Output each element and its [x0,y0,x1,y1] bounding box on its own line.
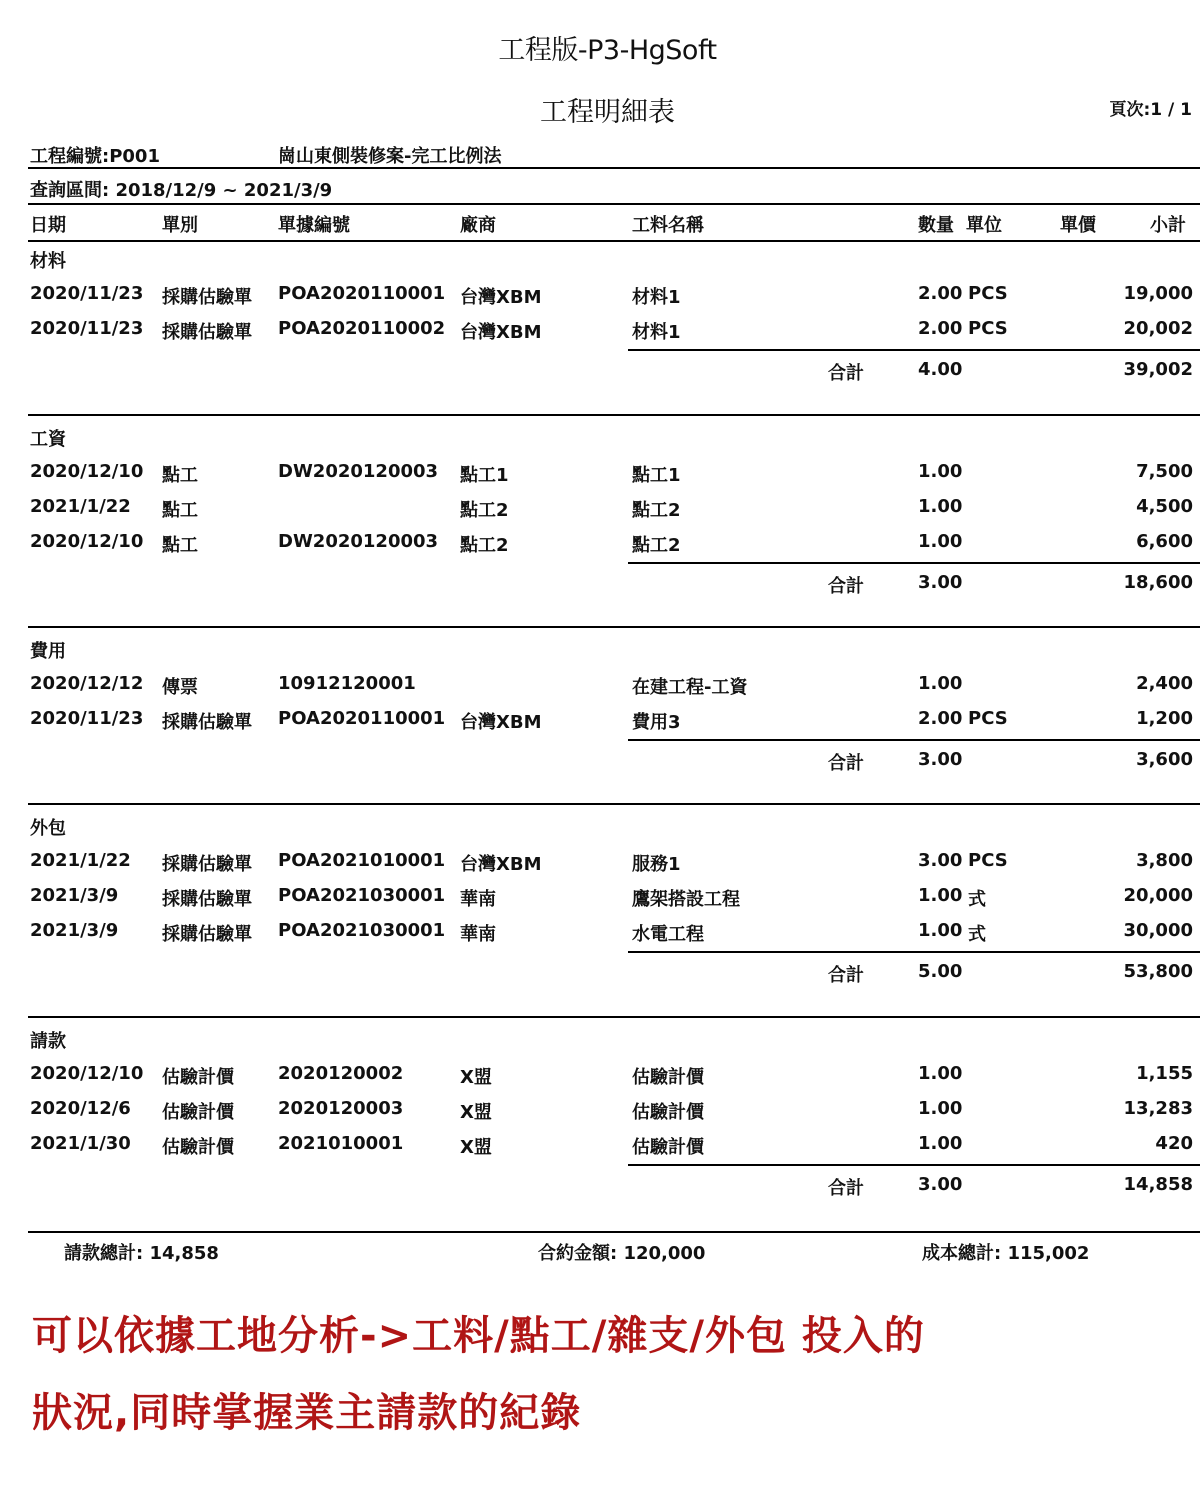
report-title: 工程版-P3-HgSoft [498,35,717,66]
cell-subtotal: 1,155 [1136,1063,1193,1084]
cell-date: 2021/3/9 [30,885,119,906]
cell-doc-no: POA2020110001 [278,708,446,729]
cell-type: 採購估驗單 [162,924,252,945]
cell-doc-no: DW2020120003 [278,461,439,482]
cell-qty: 1.00 [918,885,963,906]
section-divider [28,626,1200,628]
cell-vendor: 台灣XBM [460,854,542,875]
cell-subtotal: 19,000 [1123,283,1193,304]
cell-qty: 2.00 [918,708,963,729]
cell-subtotal: 420 [1155,1133,1193,1154]
cell-item: 材料1 [632,287,681,308]
page-number: 頁次:1 / 1 [1109,100,1192,120]
subtotal-divider [628,739,1200,741]
cell-doc-no: POA2021010001 [278,850,446,871]
cell-type: 採購估驗單 [162,287,252,308]
cell-subtotal: 7,500 [1136,461,1193,482]
cell-qty: 1.00 [918,496,963,517]
cell-unit: PCS [968,318,1008,339]
contract-amount: 合約金額: 120,000 [538,1243,706,1264]
cell-type: 採購估驗單 [162,712,252,733]
cell-doc-no: 2021010001 [278,1133,404,1154]
section-title: 外包 [30,818,66,839]
col-type: 單別 [162,215,198,236]
note-line-2: 狀況,同時掌握業主請款的紀錄 [32,1390,582,1436]
section-title: 請款 [30,1031,66,1052]
col-date: 日期 [30,215,66,236]
col-doc-no: 單據編號 [278,215,350,236]
cell-type: 點工 [162,465,198,486]
cell-item: 點工1 [632,465,681,486]
cell-subtotal: 1,200 [1136,708,1193,729]
subtotal-divider [628,562,1200,564]
cell-item: 水電工程 [632,924,704,945]
total-qty: 3.00 [918,572,963,593]
total-amount: 14,858 [1123,1174,1193,1195]
total-qty: 4.00 [918,359,963,380]
cell-subtotal: 6,600 [1136,531,1193,552]
cell-type: 估驗計價 [162,1102,234,1123]
cell-item: 估驗計價 [632,1102,704,1123]
total-amount: 53,800 [1123,961,1193,982]
cell-doc-no: POA2020110001 [278,283,446,304]
cell-qty: 2.00 [918,283,963,304]
section-divider [28,414,1200,416]
note-line-1: 可以依據工地分析->工料/點工/雜支/外包 投入的 [32,1313,925,1359]
cell-date: 2020/11/23 [30,318,144,339]
query-range: 查詢區間: 2018/12/9 ~ 2021/3/9 [30,180,333,201]
total-label: 合計 [828,363,864,384]
cell-unit: PCS [968,283,1008,304]
cell-type: 估驗計價 [162,1137,234,1158]
cell-qty: 1.00 [918,673,963,694]
total-amount: 39,002 [1123,359,1193,380]
cell-item: 點工2 [632,535,681,556]
cell-item: 材料1 [632,322,681,343]
cell-qty: 1.00 [918,1098,963,1119]
cell-vendor: 華南 [460,889,496,910]
cell-date: 2020/12/10 [30,461,144,482]
cell-vendor: 台灣XBM [460,712,542,733]
cell-type: 採購估驗單 [162,854,252,875]
cell-doc-no: 2020120003 [278,1098,404,1119]
cell-subtotal: 13,283 [1123,1098,1193,1119]
cell-doc-no: POA2020110002 [278,318,446,339]
project-number: 工程編號:P001 [30,146,160,167]
section-divider [28,803,1200,805]
cell-item: 費用3 [632,712,681,733]
cell-subtotal: 3,800 [1136,850,1193,871]
cell-qty: 1.00 [918,531,963,552]
cell-vendor: 點工1 [460,465,509,486]
divider [28,240,1200,242]
cell-qty: 1.00 [918,1063,963,1084]
cell-unit: 式 [968,889,986,910]
cell-type: 點工 [162,535,198,556]
cell-doc-no: DW2020120003 [278,531,439,552]
cell-subtotal: 4,500 [1136,496,1193,517]
cell-date: 2020/11/23 [30,708,144,729]
total-amount: 3,600 [1136,749,1193,770]
subtotal-divider [628,951,1200,953]
total-label: 合計 [828,965,864,986]
cell-qty: 1.00 [918,461,963,482]
total-label: 合計 [828,576,864,597]
subtotal-divider [628,349,1200,351]
cell-vendor: 華南 [460,924,496,945]
cost-total: 成本總計: 115,002 [922,1243,1090,1264]
cell-unit: PCS [968,708,1008,729]
cell-type: 採購估驗單 [162,889,252,910]
cell-qty: 3.00 [918,850,963,871]
cell-qty: 1.00 [918,920,963,941]
cell-doc-no: 10912120001 [278,673,416,694]
cell-item: 服務1 [632,854,681,875]
cell-type: 點工 [162,500,198,521]
cell-qty: 1.00 [918,1133,963,1154]
cell-vendor: 點工2 [460,535,509,556]
cell-type: 傳票 [162,677,198,698]
cell-item: 點工2 [632,500,681,521]
total-amount: 18,600 [1123,572,1193,593]
cell-subtotal: 20,000 [1123,885,1193,906]
cell-item: 在建工程-工資 [632,677,748,698]
cell-date: 2021/1/22 [30,850,131,871]
total-label: 合計 [828,1178,864,1199]
cell-item: 估驗計價 [632,1067,704,1088]
cell-vendor: X盟 [460,1102,492,1123]
cell-item: 鷹架搭設工程 [632,889,740,910]
cell-subtotal: 30,000 [1123,920,1193,941]
divider [28,167,1200,169]
total-qty: 3.00 [918,749,963,770]
subtotal-divider [628,1164,1200,1166]
cell-type: 採購估驗單 [162,322,252,343]
cell-doc-no: 2020120002 [278,1063,404,1084]
cell-date: 2020/12/6 [30,1098,131,1119]
cell-date: 2020/12/10 [30,1063,144,1084]
section-title: 費用 [30,641,66,662]
cell-vendor: 點工2 [460,500,509,521]
cell-item: 估驗計價 [632,1137,704,1158]
cell-unit: PCS [968,850,1008,871]
cell-subtotal: 2,400 [1136,673,1193,694]
cell-date: 2021/3/9 [30,920,119,941]
divider [28,1231,1200,1233]
cell-date: 2021/1/22 [30,496,131,517]
col-price: 單價 [1060,215,1096,236]
project-name: 崗山東側裝修案-完工比例法 [278,146,502,167]
divider [28,203,1200,205]
col-vendor: 廠商 [460,215,496,236]
col-qty: 數量 [918,215,954,236]
cell-vendor: X盟 [460,1067,492,1088]
cell-doc-no: POA2021030001 [278,920,446,941]
cell-subtotal: 20,002 [1123,318,1193,339]
total-qty: 5.00 [918,961,963,982]
section-title: 工資 [30,429,66,450]
cell-vendor: X盟 [460,1137,492,1158]
section-divider [28,1016,1200,1018]
total-label: 合計 [828,753,864,774]
cell-qty: 2.00 [918,318,963,339]
cell-type: 估驗計價 [162,1067,234,1088]
col-unit: 單位 [966,215,1002,236]
cell-date: 2021/1/30 [30,1133,131,1154]
cell-vendor: 台灣XBM [460,322,542,343]
col-subtotal: 小計 [1150,215,1186,236]
cell-vendor: 台灣XBM [460,287,542,308]
cell-date: 2020/12/12 [30,673,144,694]
billing-total: 請款總計: 14,858 [64,1243,219,1264]
cell-unit: 式 [968,924,986,945]
cell-date: 2020/12/10 [30,531,144,552]
total-qty: 3.00 [918,1174,963,1195]
section-title: 材料 [30,251,66,272]
cell-date: 2020/11/23 [30,283,144,304]
cell-doc-no: POA2021030001 [278,885,446,906]
col-item: 工料名稱 [632,215,704,236]
report-subtitle: 工程明細表 [540,97,675,128]
